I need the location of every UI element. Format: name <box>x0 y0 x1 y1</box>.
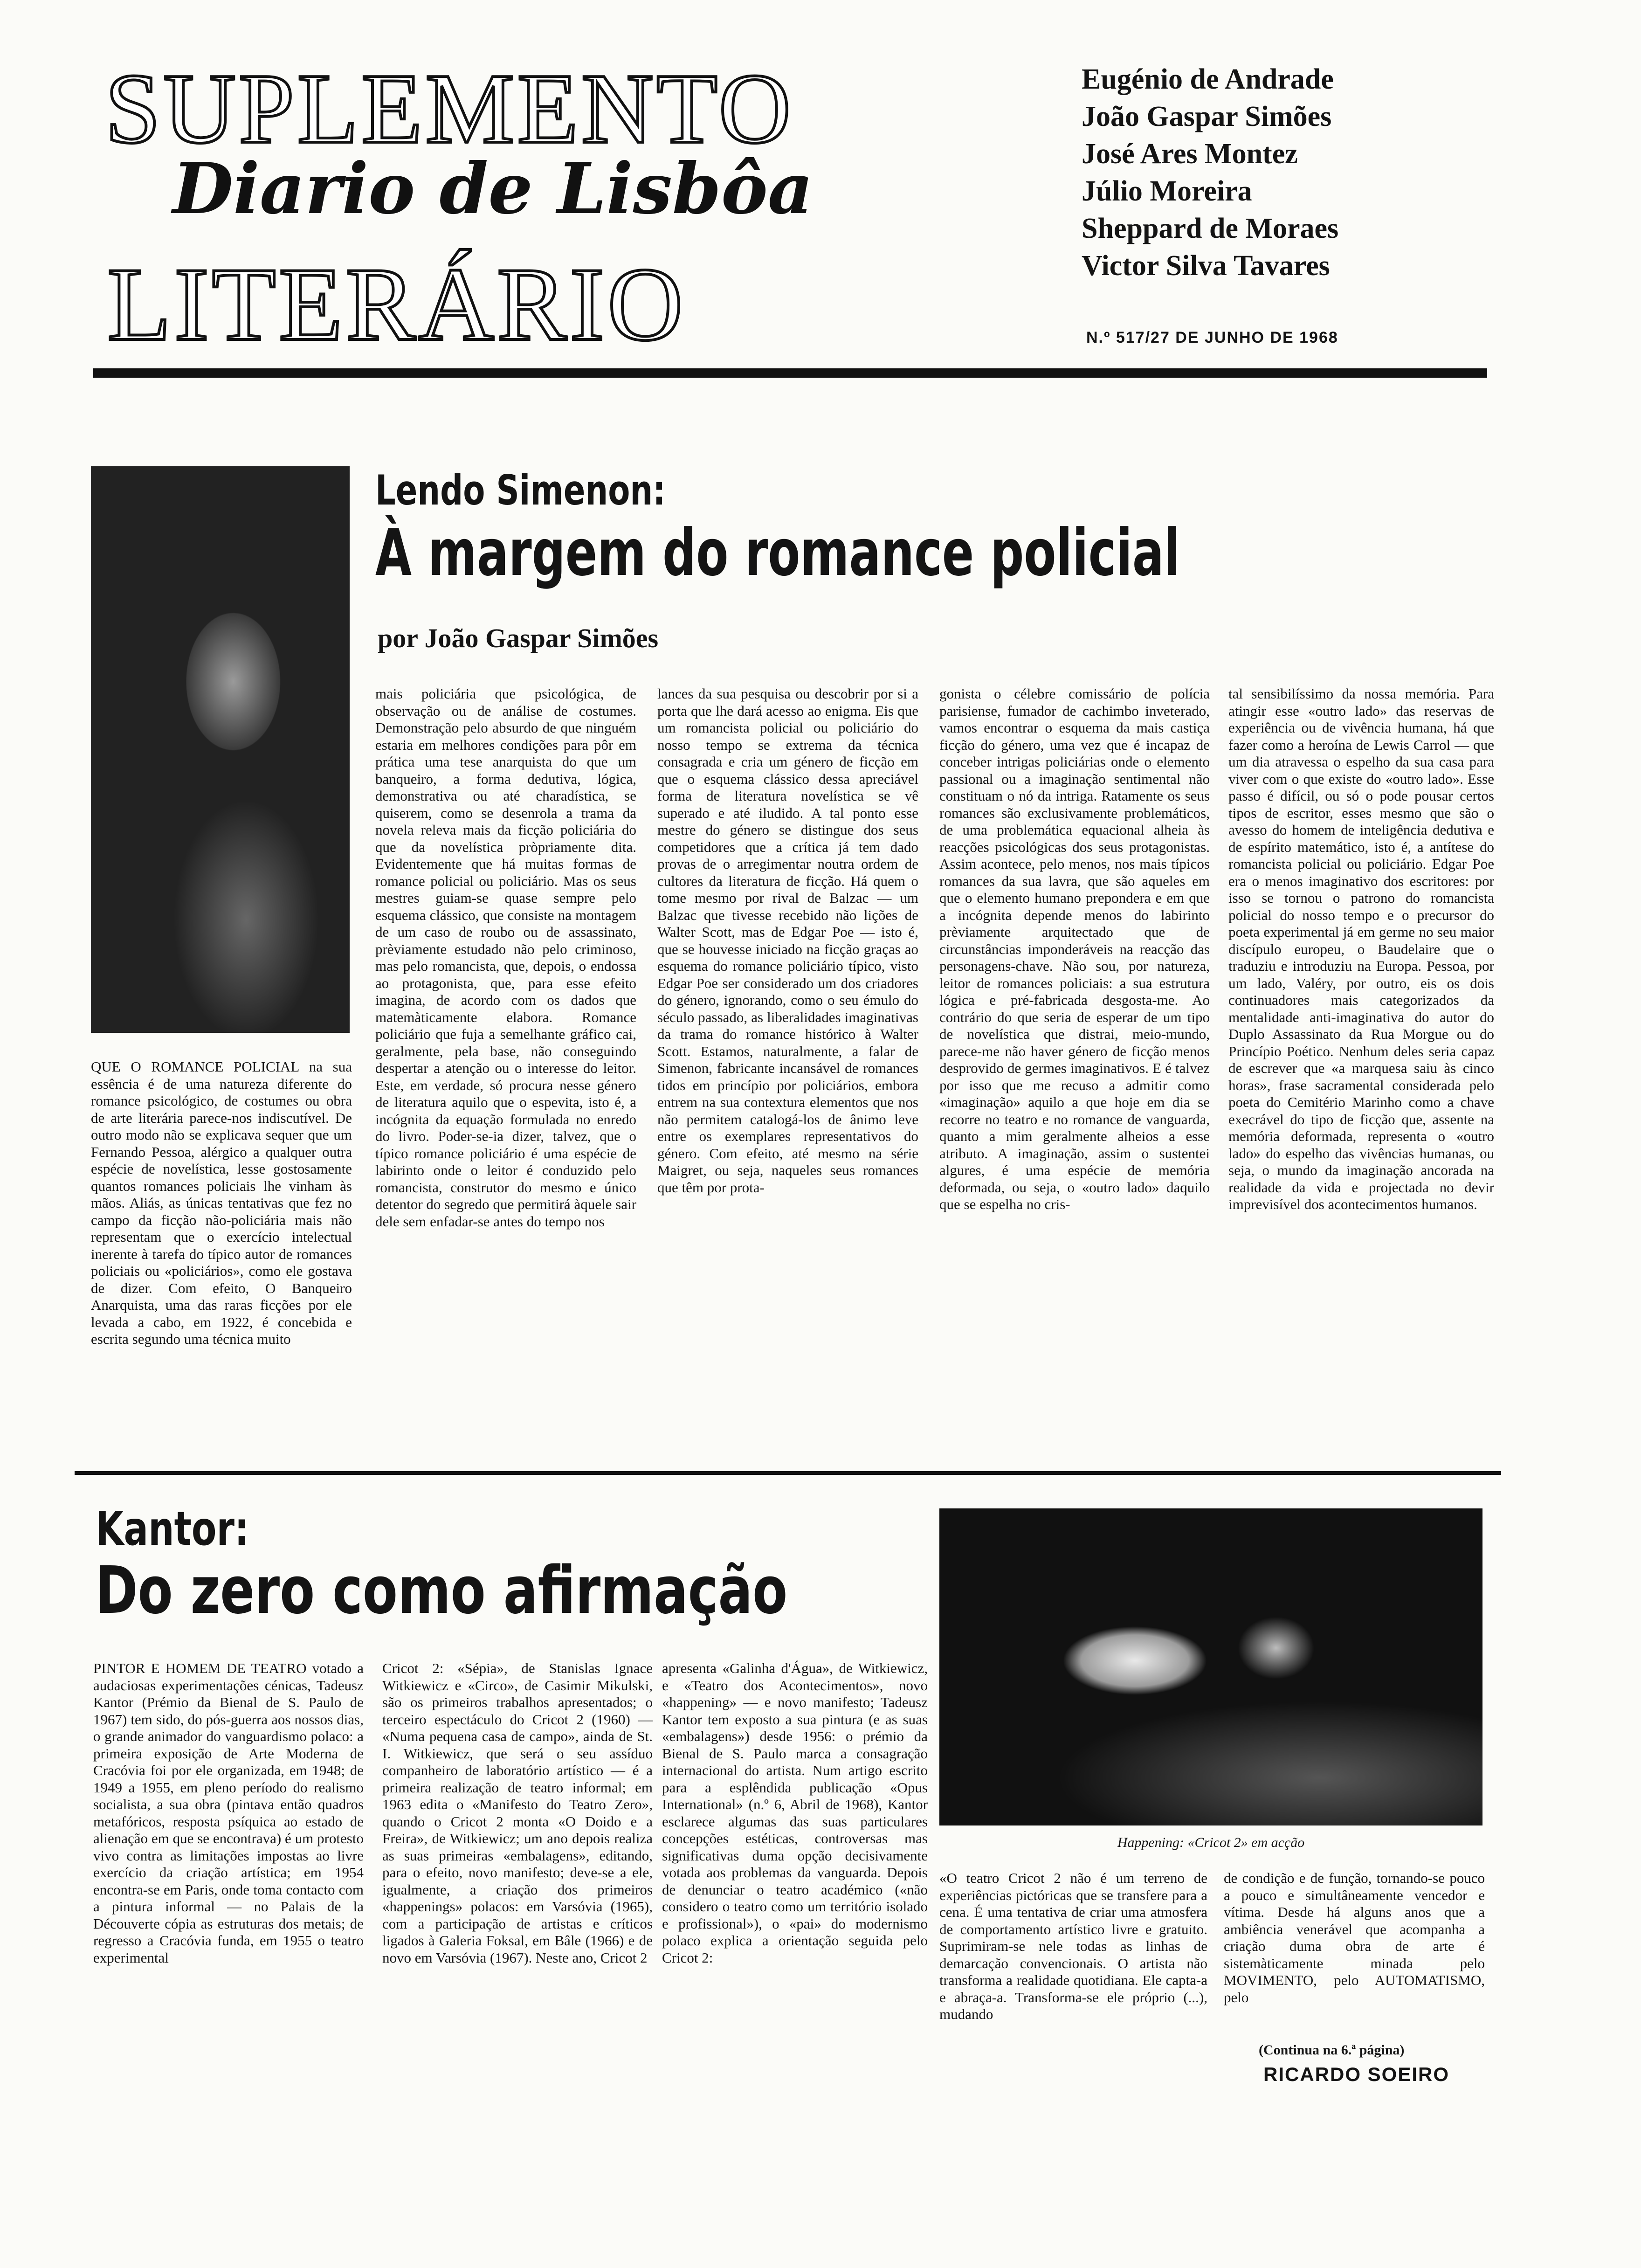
article2-column-1: PINTOR E HOMEM DE TEATRO votado a audaciosas experimentações cénicas, Tadeusz Kantor (Prémio da Bienal de S. Paulo de 1967) tem sido, do pós-guerra aos nossos dias, o grande animador do vanguardismo polaco: a primeira exposição de Arte Moderna de Cracóvia foi por ele organizada, em 1948; de 1949 a 1955, em pleno período do realismo socialista, a sua obra (pintava então quadros metafóricos, resposta psíquica ao estado de alienação em que se encontrava) é um protesto vivo contra as limitações impostas ao livre exercício da criação artística; em 1954 encontra-se em Paris, onde toma contacto com a pintura informal — no Palais de la Découverte cópia as estruturas dos metais; de regresso a Cracóvia funda, em 1955 o teatro experimental <box>93 1660 364 1966</box>
article1-kicker: Lendo Simenon: <box>375 466 666 514</box>
masthead-title-top: SUPLEMENTO <box>105 53 794 164</box>
masthead-newspaper-name: Diario de Lisbôa <box>172 148 814 230</box>
article1-column-2: mais policiária que psicológica, de observação ou de análise de costumes. Demonstração pelo absurdo de que ninguém estaria em melhores condições para pôr em prática uma tese anarquista do que um banqueiro, a forma dedutiva, lógica, demonstrativa ou até charadística, se quiserem, como se desenrola a trama da novela releva mais da ficção policiária do que da novelística pròpriamente dita. Evidentemente que há muitas formas de romance policial ou policiário. Mas os seus mestres guiam-se quase sempre pelo esquema clássico, que consiste na montagem de um caso de roubo ou de assassinato, prèviamente estudado não pelo criminoso, mas pelo romancista, que, depois, o endossa ao protagonista, que, para esse efeito imagina, de acordo com os dados que matemàticamente elabora. Romance policiário que fuja a semelhante gráfico cai, geralmente, pela base, não conseguindo despertar a atenção ou o interesse do leitor. Este, em verdade, só procura nesse género de literatura aquilo que o espevita, isto é, a incógnita da equação formulada no enredo do livro. Poder-se-ia dizer, talvez, que o típico romance policiário é uma espécie de labirinto onde o leitor é conduzido pelo romancista, construtor do mesmo e único detentor do segredo que permitirá àquele sair dele sem enfadar-se antes do tempo nos <box>375 685 636 1230</box>
article2-column-5: de condição e de função, tornando-se pouco a pouco e simultâneamente vencedor e vítima. Desde há alguns anos que a ambiência venerável que acompanha a criação duma obra de arte é sistemàticamente minada pelo MOVIMENTO, pelo AUTOMATISMO, pelo <box>1224 1870 1485 2005</box>
article2-column-3: apresenta «Galinha d'Água», de Witkiewicz, e «Teatro dos Acontecimentos», novo «happening» — e novo manifesto; Tadeusz Kantor tem exposto a sua pintura (e as suas «embalagens») desde 1956: o prémio da Bienal de S. Paulo marca a consagração internacional do artista. Num artigo escrito para a esplêndida publicação «Opus International» (n.º 6, Abril de 1968), Kantor esclarece algumas das suas particulares concepções estéticas, controversas mas significativas duma opção decisivamente votada aos problemas da vanguarda. Depois de denunciar o teatro académico («não considero o teatro como um território isolado e profissional»), o «pai» do modernismo polaco explica a orientação seguida pelo Cricot 2: <box>662 1660 928 1966</box>
article2-column-4: «O teatro Cricot 2 não é um terreno de experiências pictóricas que se transfere para a cena. É uma tentativa de criar uma atmosfera de comportamento artístico livre e gratuito. Suprimiram-se nele todas as linhas de demarcação convencionais. O artista não transforma a realidade quotidiana. Ele capta-a e abraça-a. Transforma-se ele próprio (...), mudando <box>939 1870 1207 2022</box>
masthead-divider <box>93 368 1487 378</box>
contributor-name: José Ares Montez <box>1082 138 1298 170</box>
photo-caption: Happening: «Cricot 2» em acção <box>1117 1835 1305 1850</box>
contributor-name: Victor Silva Tavares <box>1082 250 1330 282</box>
masthead-title-bottom: LITERÁRIO <box>107 246 686 362</box>
article2-column-2: Cricot 2: «Sépia», de Stanislas Ignace Witkiewicz e «Circo», de Casimir Mikulski, são os primeiros trabalhos apresentados; o terceiro espectáculo do Cricot 2 (1960) — «Numa pequena casa de campo», ainda de St. I. Witkiewicz, que será o seu assíduo companheiro de laboratório artístico — é a primeira realização de teatro informal; em 1963 edita o «Manifesto do Teatro Zero», quando o Cricot 2 monta «O Doido e a Freira», de Witkiewicz; um ano depois realiza as suas primeiras «embalagens», editando, para o efeito, novo manifesto; deve-se a ele, igualmente, a criação dos primeiros «happenings» polacos: em Varsóvia (1965), com a participação de artistas e críticos ligados à Galeria Foksal, em Bâle (1966) e de novo em Varsóvia (1967). Neste ano, Cricot 2 <box>382 1660 653 1966</box>
author-signature: RICARDO SOEIRO <box>1263 2063 1450 2085</box>
article1-column-4: gonista o célebre comissário de polícia parisiense, fumador de cachimbo inveterado, vamos encontrar o esquema da mais castiça ficção do género, uma vez que é incapaz de conceber intrigas policiárias onde o elemento passional ou a imaginação sentimental não constituam o nó da intriga. Ratamente os seus romances são exclusivamente problemáticos, de uma problemática equacional alheia às reacções psicológicas dos seus protagonistas. Assim acontece, pelo menos, nos mais típicos romances da sua lavra, que são aqueles em que o elemento humano prepondera e em que a incógnita depende menos do labirinto prèviamente arquitectado que de circunstâncias imponderáveis na reacção das personagens-chave. Não sou, por natureza, leitor de romances policiais: a sua estrutura lógica e pré-fabricada desgosta-me. Ao contrário do que seria de esperar de um tipo de novelística que distrai, meio-mundo, parece-me não haver género de ficção menos desprovido de germes imaginativos. E é talvez por isso que me recuso a admitir como «imaginação» aquilo a que hoje em dia se recorre no teatro e no romance de vanguarda, quanto a mim geralmente alheios a esse atributo. A imaginação, assim o sustentei algures, é uma espécie de memória deformada, ou seja, o «outro lado» daquilo que se espelha no cris- <box>939 685 1210 1212</box>
article2-kicker: Kantor: <box>96 1501 249 1556</box>
happening-photo <box>939 1508 1482 1825</box>
contributor-name: Sheppard de Moraes <box>1082 213 1339 244</box>
article1-headline: À margem do romance policial <box>375 515 1180 590</box>
article1-column-3: lances da sua pesquisa ou descobrir por si a porta que lhe dará acesso ao enigma. Eis que um romancista policial ou policiário do nosso tempo se extrema da técnica consagrada e cria um género de ficção em que o esquema clássico dessa apreciável forma de literatura novelística se vê superado e até iludido. A tal ponto esse mestre do género se distingue dos seus competidores que a crítica já tem dado provas de o arregimentar noutra ordem de cultores da literatura de ficção. Há quem o tome mesmo por rival de Balzac — um Balzac que tivesse recebido não lições de Walter Scott, mas de Edgar Poe — isto é, que se houvesse iniciado na ficção graças ao esquema do romance policiário típico, visto Edgar Poe ser considerado um dos criadores do género, ignorando, como o seu émulo do século passado, as liberalidades imaginativas da trama do romance histórico à Walter Scott. Estamos, naturalmente, a falar de Simenon, fabricante incansável de romances tidos em princípio por policiários, embora entrem na sua contextura elementos que nos não permitem catalogá-los de ânimo leve entre os exemplares representativos do género. Com efeito, até mesmo na série Maigret, ou seja, naqueles seus romances que têm por prota- <box>657 685 918 1196</box>
simenon-portrait-photo <box>91 466 350 1033</box>
article2-headline: Do zero como afirmação <box>96 1553 788 1629</box>
section-divider <box>75 1471 1501 1475</box>
continued-note: (Continua na 6.ª página) <box>1259 2042 1405 2058</box>
issue-line: N.º 517/27 DE JUNHO DE 1968 <box>1086 329 1338 346</box>
contributor-name: João Gaspar Simões <box>1082 101 1332 132</box>
article1-column-1: QUE O ROMANCE POLICIAL na sua essência é de uma natureza diferente do romance psicológico, de costumes ou obra de arte literária parece-nos indiscutível. De outro modo não se explicava sequer que um Fernando Pessoa, alérgico a qualquer outra espécie de novelística, lesse gostosamente quantos romances policiais lhe vinham às mãos. Aliás, as únicas tentativas que fez no campo da ficção não-policiária mais não representam que o exercício intelectual inerente à tarefa do típico autor de romances policiais ou «policiários», como ele gostava de dizer. Com efeito, O Banqueiro Anarquista, uma das raras ficções por ele levada a cabo, em 1922, é concebida e escrita segundo uma técnica muito <box>91 1058 352 1347</box>
contributors-list <box>1082 61 1338 284</box>
contributor-name: Júlio Moreira <box>1082 175 1252 207</box>
contributor-name: Eugénio de Andrade <box>1082 63 1334 95</box>
article1-column-5: tal sensibilíssimo da nossa memória. Para atingir esse «outro lado» das reservas de experiência ou de vivência humana, há que fazer como a heroína de Lewis Carrol — que um dia atravessa o espelho da sua casa para viver com o que existe do «outro lado». Esse passo é difícil, ou só o pode pousar certos tipos de escritor, esses mesmo que são o avesso do homem de inteligência dedutiva e de espírito matemático, isto é, a antítese do romancista policial ou policiário. Edgar Poe era o menos imaginativo dos escritores: por isso se tornou o patrono do romancista policial do nosso tempo e o precursor do poeta experimental já em germe no seu maior discípulo europeu, o Baudelaire que o traduziu e introduziu na Europa. Pessoa, por um lado, Valéry, por outro, eis os dois continuadores mais categorizados da mentalidade anti-imaginativa do autor do Duplo Assassinato da Rua Morgue ou do Princípio Poético. Nenhum deles seria capaz de escrever que «a marquesa saiu às cinco horas», frase sacramental considerada pelo poeta do Cemitério Marinho como a chave execrável do tipo de ficção que, assente na memória deformada, representa o «outro lado» do espelho das vivências humanas, ou seja, o mundo da imaginação ancorada na realidade da vida e projectada no devir imprevisível dos acontecimentos humanos. <box>1228 685 1494 1212</box>
article1-byline: por João Gaspar Simões <box>378 623 659 653</box>
